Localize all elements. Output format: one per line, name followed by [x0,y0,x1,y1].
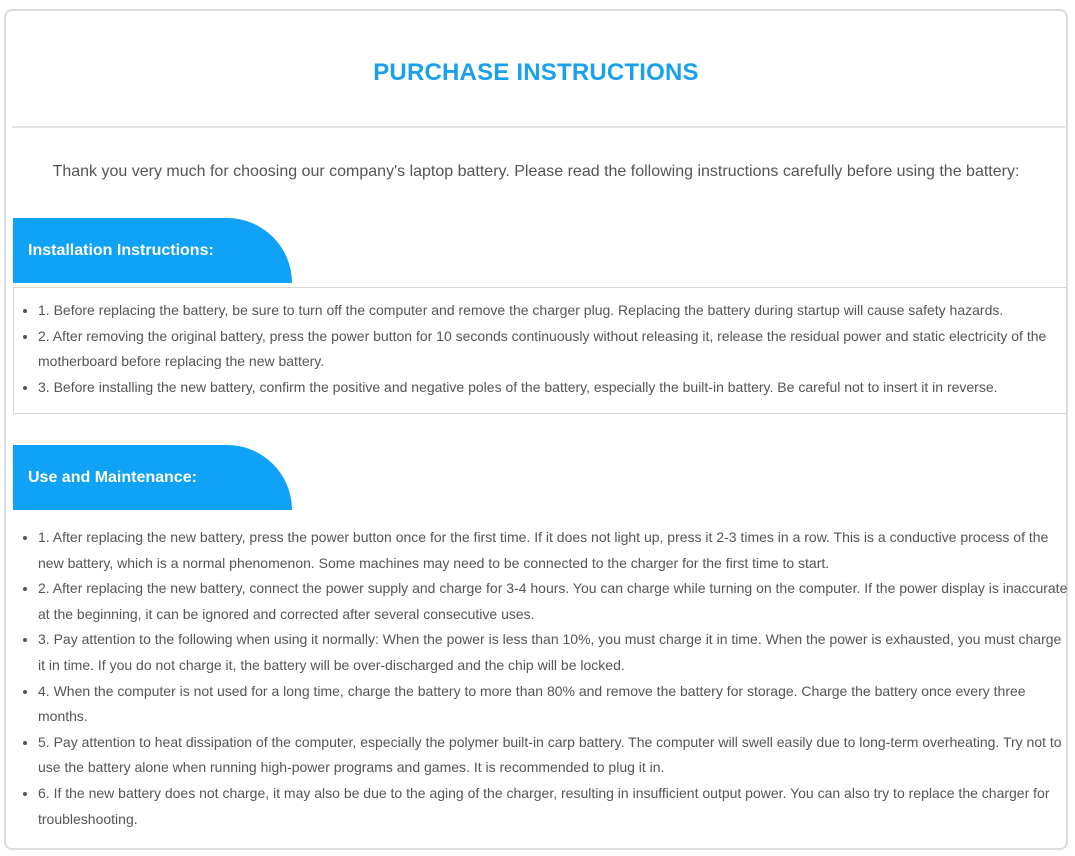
intro-text: Thank you very much for choosing our company's laptop battery. Please read the following instructions carefully before using the battery: [52,163,1020,180]
list-item: • 3. Before installing the new battery, confirm the positive and negative poles of the battery, especially the built-in battery. Be careful not to insert it in reverse. [38,375,1068,401]
list-item: • 5. Pay attention to heat dissipation of the computer, especially the polymer built-in carp battery. The computer will swell easily due to long-term overheating. Try not to use the battery alone when running high-power programs and games. It is recommended to plug it in. [38,730,1068,781]
list-item: • 6. If the new battery does not charge, it may also be due to the aging of the charger, resulting in insufficient output power. You can also try to replace the charger for troubleshooting. [38,781,1068,832]
instructions-card [4,9,1068,850]
section-heading-installation: Installation Instructions: [13,218,292,283]
list-item: • 3. Pay attention to the following when using it normally: When the power is less than 10%, you must charge it in time. When the power is exhausted, you must charge it in time. If you do not charge it, the battery will be over-discharged and the chip will be locked. [38,627,1068,678]
title-divider [12,126,1065,128]
maintenance-list [14,525,1068,832]
section-heading-maintenance: Use and Maintenance: [13,445,292,510]
list-item: • 2. After removing the original battery, press the power button for 10 seconds continuously without releasing it, release the residual power and static electricity of the motherboard before replacing the new battery. [38,324,1068,375]
list-item: • 4. When the computer is not used for a long time, charge the battery to more than 80% and remove the battery for storage. Charge the battery once every three months. [38,679,1068,730]
list-item: • 1. After replacing the new battery, press the power button once for the first time. If it does not light up, press it 2-3 times in a row. This is a conductive process of the new battery, which is a normal phenomenon. Some machines may need to be connected to the charger for the first time to start. [38,525,1068,576]
list-item: • 2. After replacing the new battery, connect the power supply and charge for 3-4 hours. You can charge while turning on the computer. If the power display is inaccurate at the beginning, it can be ignored and corrected after several consecutive uses. [38,576,1068,627]
page-title: PURCHASE INSTRUCTIONS [373,59,699,86]
list-item: • 1. Before replacing the battery, be sure to turn off the computer and remove the charger plug. Replacing the battery during startup will cause safety hazards. [38,298,1068,324]
installation-list [14,298,1068,400]
